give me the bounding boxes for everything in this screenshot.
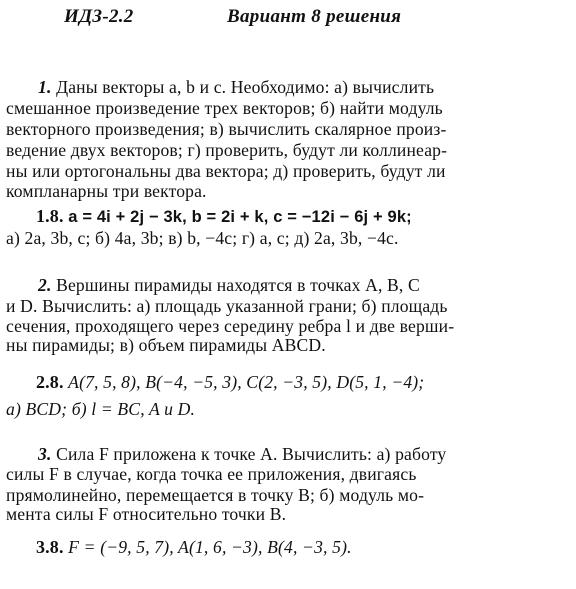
problem1-line-2: смешанное произведение трех векторов; б) найти модуль — [6, 98, 443, 118]
problem1-line-3: векторного произведения; в) вычислить скалярное произ- — [6, 119, 447, 139]
problem3-values: F = (−9, 5, 7), A(1, 6, −3), B(4, −3, 5). — [68, 537, 352, 557]
problem3-text-1: Сила F приложена к точке A. Вычислить: а) работу — [56, 444, 447, 464]
problem1-line-4: ведение двух векторов; г) проверить, будут ли коллинеар- — [6, 140, 448, 160]
problem2-tasks: а) BCD; б) l = BC, A и D. — [6, 399, 195, 419]
problem1-line-5: ны или ортогональны два вектора; д) проверить, будут ли — [6, 161, 446, 181]
problem3-number: 3. — [38, 444, 52, 464]
problem3-line-4: мента силы F относительно точки B. — [6, 504, 287, 524]
page-header — [64, 6, 402, 28]
problem3-line-2: силы F в случае, когда точка ее приложения, двигаясь — [6, 464, 417, 484]
problem2-text-1: Вершины пирамиды находятся в точках A, B, C — [56, 275, 420, 295]
problem1-tasks: а) 2a, 3b, c; б) 4a, 3b; в) b, −4c; г) a, c; д) 2a, 3b, −4c. — [6, 228, 399, 248]
problem2-number: 2. — [38, 275, 52, 295]
variant-label: Вариант 8 решения — [227, 6, 402, 27]
problem1-vectors: a = 4i + 2j − 3k, b = 2i + k, c = −12i − 6j + 9k; — [68, 208, 412, 226]
problem2-line-1 — [38, 275, 420, 295]
problem2-line-2: и D. Вычислить: а) площадь указанной грани; б) площадь — [6, 296, 448, 316]
problem3-condition — [36, 537, 352, 557]
problem2-points: A(7, 5, 8), B(−4, −5, 3), C(2, −3, 5), D(5, 1, −4); — [68, 372, 425, 392]
problem2-line-4: ны пирамиды; в) объем пирамиды ABCD. — [6, 335, 326, 355]
problem1-condition — [36, 206, 412, 227]
problem3-line-1 — [38, 444, 446, 464]
problem2-line-3: сечения, проходящего через середину ребра l и две верши- — [6, 316, 455, 336]
problem1-line-1 — [38, 77, 434, 97]
problem1-condition-number: 1.8. — [36, 206, 64, 226]
problem3-condition-number: 3.8. — [36, 537, 64, 557]
problem2-condition — [36, 372, 424, 392]
assignment-title: ИДЗ-2.2 — [64, 6, 134, 27]
problem1-line-6: компланарны три вектора. — [6, 181, 207, 201]
problem2-condition-number: 2.8. — [36, 372, 64, 392]
problem1-number: 1. — [38, 77, 52, 97]
problem3-line-3: прямолинейно, перемещается в точку B; б) модуль мо- — [6, 485, 425, 505]
problem1-text-1: Даны векторы a, b и c. Необходимо: а) вычислить — [56, 77, 435, 97]
